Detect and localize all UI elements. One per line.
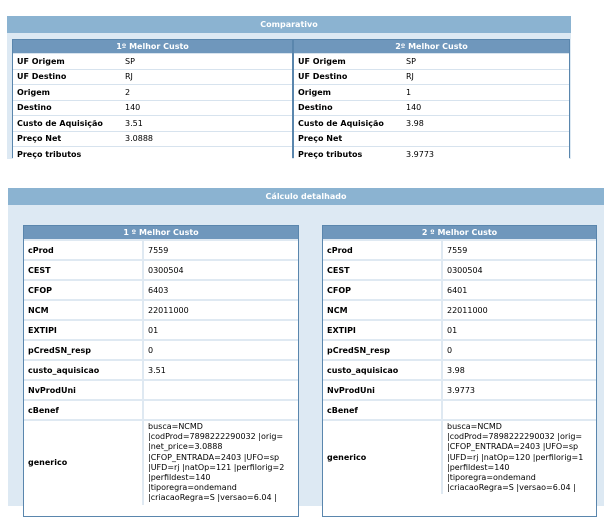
detalhado-best-2-value: 01 <box>442 320 596 340</box>
comparativo-best-2-row <box>294 116 569 132</box>
detalhado-best-2-table <box>323 239 596 494</box>
comparativo-best-1-row <box>13 54 292 70</box>
detalhado-best-1-label: CEST <box>24 260 143 280</box>
comparativo-best-2-value: SP <box>402 54 569 70</box>
detalhado-best-2-label: pCredSN_resp <box>323 340 442 360</box>
comparativo-best-1-row <box>13 116 292 132</box>
comparativo-best-1-value: 3.0888 <box>121 131 292 147</box>
comparativo-best-1-table <box>13 53 292 162</box>
comparativo-best-2-label: UF Origem <box>294 54 402 70</box>
comparativo-best-1-label: Destino <box>13 100 121 116</box>
comparativo-best-1-label: UF Destino <box>13 69 121 85</box>
detalhado-best-2-label: NvProdUni <box>323 380 442 400</box>
comparativo-panel <box>7 16 571 159</box>
comparativo-best-1-row <box>13 100 292 116</box>
detalhado-best-1-row <box>24 300 298 320</box>
comparativo-best-1-row <box>13 131 292 147</box>
detalhado-best-2 <box>322 225 597 517</box>
comparativo-best-1-label: Origem <box>13 85 121 101</box>
detalhado-best-1-label: cProd <box>24 240 143 260</box>
comparativo-best-1-value: 3.51 <box>121 116 292 132</box>
detalhado-best-1-row <box>24 240 298 260</box>
comparativo-best-1-value: 140 <box>121 100 292 116</box>
comparativo-best-2-value: RJ <box>402 69 569 85</box>
detalhado-best-1-label: custo_aquisicao <box>24 360 143 380</box>
detalhado-best-2-row <box>323 260 596 280</box>
detalhado-best-1-value: 22011000 <box>143 300 298 320</box>
comparativo-best-1-row <box>13 147 292 162</box>
detalhado-best-1-value <box>143 400 298 420</box>
comparativo-best-2-row <box>294 85 569 101</box>
detalhado-best-1-value: 0 <box>143 340 298 360</box>
detalhado-best-2-row <box>323 340 596 360</box>
detalhado-best-2-row <box>323 360 596 380</box>
detalhado-best-1-row <box>24 360 298 380</box>
comparativo-best-1-label: Preço tributos <box>13 147 121 162</box>
detalhado-best-2-label: custo_aquisicao <box>323 360 442 380</box>
comparativo-best-2-label: Custo de Aquisição <box>294 116 402 132</box>
detalhado-best-2-label: generico <box>323 420 442 494</box>
calculo-detalhado-title: Cálculo detalhado <box>8 188 604 205</box>
detalhado-best-1-label: pCredSN_resp <box>24 340 143 360</box>
comparativo-best-2-value: 3.98 <box>402 116 569 132</box>
comparativo-best-1-label: Preço Net <box>13 131 121 147</box>
detalhado-best-2-label: CEST <box>323 260 442 280</box>
comparativo-best-2-value <box>402 131 569 147</box>
detalhado-best-2-label: NCM <box>323 300 442 320</box>
detalhado-best-2-row <box>323 420 596 494</box>
detalhado-best-1-row <box>24 320 298 340</box>
comparativo-best-2-row <box>294 69 569 85</box>
comparativo-best-1-value: RJ <box>121 69 292 85</box>
detalhado-best-2-row <box>323 280 596 300</box>
detalhado-best-1-label: NvProdUni <box>24 380 143 400</box>
detalhado-best-2-row <box>323 240 596 260</box>
comparativo-best-2-label: Destino <box>294 100 402 116</box>
comparativo-best-1 <box>12 39 293 158</box>
comparativo-best-2-title: 2º Melhor Custo <box>294 40 569 53</box>
detalhado-best-1-label: NCM <box>24 300 143 320</box>
comparativo-best-2-label: UF Destino <box>294 69 402 85</box>
detalhado-best-1-value: 7559 <box>143 240 298 260</box>
detalhado-best-2-value: 3.98 <box>442 360 596 380</box>
detalhado-best-1-label: cBenef <box>24 400 143 420</box>
comparativo-best-1-value: SP <box>121 54 292 70</box>
comparativo-best-1-title: 1º Melhor Custo <box>13 40 292 53</box>
detalhado-best-1-row <box>24 280 298 300</box>
detalhado-best-1-label: CFOP <box>24 280 143 300</box>
detalhado-best-2-row <box>323 320 596 340</box>
detalhado-best-1-value: 6403 <box>143 280 298 300</box>
detalhado-best-2-value: 7559 <box>442 240 596 260</box>
comparativo-best-2-row <box>294 131 569 147</box>
detalhado-best-2-label: EXTIPI <box>323 320 442 340</box>
detalhado-best-1-value: 01 <box>143 320 298 340</box>
detalhado-best-1 <box>23 225 299 517</box>
comparativo-best-1-value: 2 <box>121 85 292 101</box>
detalhado-best-2-value: 6401 <box>442 280 596 300</box>
comparativo-best-1-value <box>121 147 292 162</box>
detalhado-best-2-row <box>323 300 596 320</box>
comparativo-best-2-table <box>294 53 569 162</box>
comparativo-best-2-value: 3.9773 <box>402 147 569 162</box>
comparativo-best-2-label: Preço Net <box>294 131 402 147</box>
detalhado-best-2-value: 3.9773 <box>442 380 596 400</box>
comparativo-best-1-row <box>13 85 292 101</box>
detalhado-best-1-label: EXTIPI <box>24 320 143 340</box>
comparativo-best-2-value: 1 <box>402 85 569 101</box>
detalhado-best-2-row <box>323 400 596 420</box>
detalhado-best-1-row <box>24 400 298 420</box>
detalhado-best-1-row <box>24 340 298 360</box>
detalhado-best-2-label: CFOP <box>323 280 442 300</box>
comparativo-best-1-row <box>13 69 292 85</box>
comparativo-best-2-value: 140 <box>402 100 569 116</box>
comparativo-best-2 <box>293 39 570 158</box>
detalhado-best-1-value: 3.51 <box>143 360 298 380</box>
detalhado-best-1-value: 0300504 <box>143 260 298 280</box>
detalhado-best-2-row <box>323 380 596 400</box>
comparativo-best-1-label: Custo de Aquisição <box>13 116 121 132</box>
comparativo-best-2-row <box>294 54 569 70</box>
detalhado-best-2-value: busca=NCMD |codProd=7898222290032 |orig= |CFOP_ENTRADA=2403 |UFO=sp |UFD=rj |natOp=120 |perfilorig=1 |perfildest=140 |tiporegra=ondemand |criacaoRegra=S |versao=6.04 | <box>442 420 596 494</box>
comparativo-best-2-row <box>294 147 569 162</box>
detalhado-best-1-label: generico <box>24 420 143 505</box>
detalhado-best-2-label: cBenef <box>323 400 442 420</box>
comparativo-title: Comparativo <box>7 16 571 33</box>
calculo-detalhado-panel <box>8 188 604 506</box>
detalhado-best-1-table <box>24 239 298 505</box>
detalhado-best-2-value: 0 <box>442 340 596 360</box>
comparativo-best-2-label: Origem <box>294 85 402 101</box>
comparativo-best-2-row <box>294 100 569 116</box>
detalhado-best-1-title: 1 º Melhor Custo <box>24 226 298 239</box>
detalhado-best-2-value: 0300504 <box>442 260 596 280</box>
detalhado-best-1-value <box>143 380 298 400</box>
detalhado-best-2-label: cProd <box>323 240 442 260</box>
detalhado-best-1-row <box>24 260 298 280</box>
detalhado-best-2-title: 2 º Melhor Custo <box>323 226 596 239</box>
comparativo-best-1-label: UF Origem <box>13 54 121 70</box>
detalhado-best-1-row <box>24 420 298 505</box>
detalhado-best-1-row <box>24 380 298 400</box>
detalhado-best-2-value <box>442 400 596 420</box>
detalhado-best-2-value: 22011000 <box>442 300 596 320</box>
comparativo-best-2-label: Preço tributos <box>294 147 402 162</box>
detalhado-best-1-value: busca=NCMD |codProd=7898222290032 |orig= |net_price=3.0888 |CFOP_ENTRADA=2403 |UFO=sp |UFD=rj |natOp=121 |perfilorig=2 |perfildest=140 |tiporegra=ondemand |criacaoRegra=S |versao=6.04 | <box>143 420 298 505</box>
